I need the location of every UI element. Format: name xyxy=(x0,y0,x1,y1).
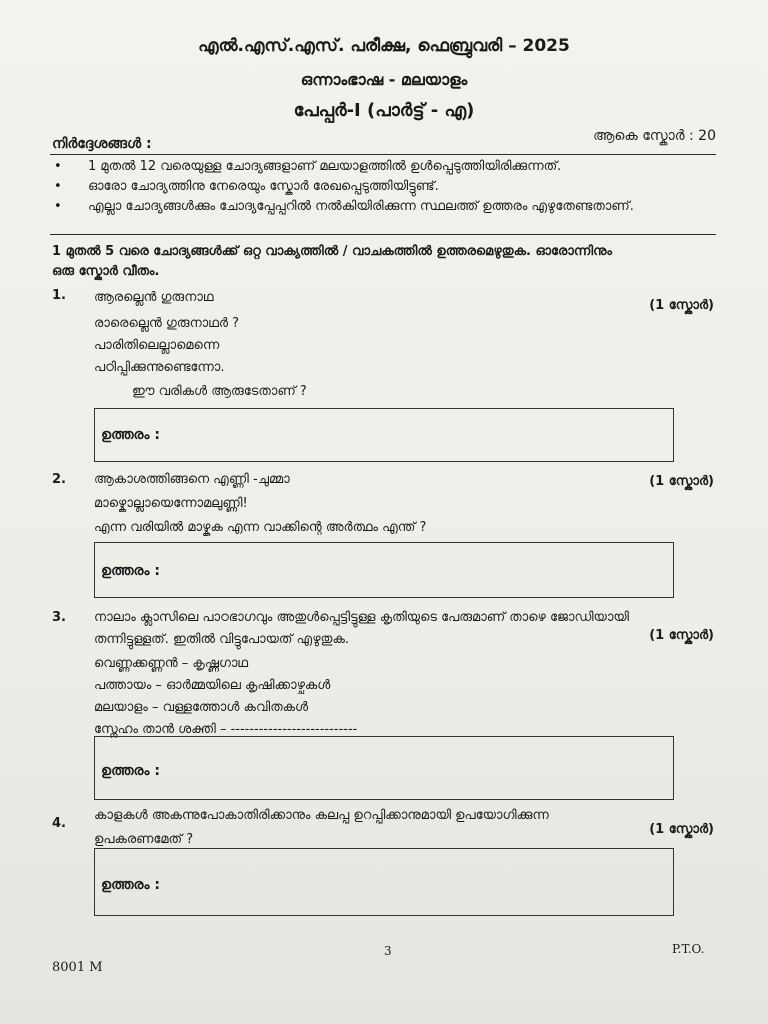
paper-title: പേപ്പർ-I (പാർട്ട് - എ) xyxy=(293,100,475,121)
page-number: 3 xyxy=(384,944,392,958)
answer-label: ഉത്തരം : xyxy=(101,427,160,443)
instructions-list xyxy=(50,157,716,217)
pto-note: P.T.O. xyxy=(672,942,705,956)
question-3: 3. (1 സ്കോർ) നാലാം ക്ലാസിലെ പാഠഭാഗവും അതുൾപ്പെട്ടിട്ടുള്ള കൃതിയുടെ പേരുമാണ് താഴെ ജോഡിയായി തന്നിട്ടുള്ളത്. ഇതിൽ വിട്ടുപോയത് എഴുതുക. വെണ്ണക്കണ്ണൻ – കൃഷ്ണഗാഥ പത്തായം – ഓർമ്മയിലെ കൃഷിക്കാഴ്ചകൾ മലയാളം – വള്ളത്തോൾ കവിതകൾ സ്നേഹം താൻ ശക്തി – --------------------------- xyxy=(52,610,714,737)
instructions-title: നിർദ്ദേശങ്ങൾ : xyxy=(52,136,152,152)
bullet-icon: • xyxy=(54,199,62,214)
question-number: 1. xyxy=(52,288,66,303)
bullet-icon: • xyxy=(54,159,62,174)
total-score: ആകെ സ്കോർ : 20 xyxy=(593,128,716,144)
subject-title: ഒന്നാംഭാഷ - മലയാളം xyxy=(300,70,468,89)
question-number: 3. xyxy=(52,610,66,625)
bullet-icon: • xyxy=(54,179,62,194)
question-score: (1 സ്കോർ) xyxy=(649,298,714,313)
paper-code: 8001 M xyxy=(52,960,103,975)
question-score: (1 സ്കോർ) xyxy=(649,628,714,643)
question-4: 4. (1 സ്കോർ) കാളകൾ അകന്നുപോകാതിരിക്കാനും കലപ്പ ഉറപ്പിക്കാനുമായി ഉപയോഗിക്കുന്ന ഉപകരണമേത് ? xyxy=(52,808,714,847)
exam-title: എൽ.എസ്.എസ്. പരീക്ഷ, ഫെബ്രുവരി – 2025 xyxy=(198,36,570,56)
question-score: (1 സ്കോർ) xyxy=(649,474,714,489)
answer-box[interactable] xyxy=(94,736,674,800)
answer-box[interactable] xyxy=(94,408,674,462)
instructions-top-rule xyxy=(50,154,716,155)
question-2: 2. (1 സ്കോർ) ആകാശത്തിങ്ങനെ എണ്ണി -ചുമ്മാ മാഴ്കൊല്ലായെന്നോമലുണ്ണി! എന്ന വരിയിൽ മാഴ്കുക എന്ന വാക്കിന്റെ അർത്ഥം എന്ത് ? xyxy=(52,472,714,535)
answer-label: ഉത്തരം : xyxy=(101,563,160,579)
answer-box[interactable] xyxy=(94,542,674,598)
answer-box[interactable] xyxy=(94,848,674,916)
instructions-bottom-rule xyxy=(50,234,716,235)
question-number: 2. xyxy=(52,472,66,487)
answer-label: ഉത്തരം : xyxy=(101,877,160,893)
instruction-item: • ഓരോ ചോദ്യത്തിനു നേരെയും സ്കോർ രേഖപ്പെടുത്തിയിട്ടുണ്ട്. xyxy=(50,177,716,197)
question-1: 1. (1 സ്കോർ) ആരല്ലെൻ ഗുരുനാഥ രാരെല്ലെൻ ഗുരുനാഥർ ? പാരിതിലെല്ലാമെന്നെ പഠിപ്പിക്കുന്നുണ്ടെന്നോ. ഈ വരികൾ ആരുടേതാണ് ? xyxy=(52,288,714,399)
instruction-item: • എല്ലാ ചോദ്യങ്ങൾക്കും ചോദ്യപ്പേപ്പറിൽ നൽകിയിരിക്കുന്ന സ്ഥലത്ത് ഉത്തരം എഴുതേണ്ടതാണ്. xyxy=(50,197,716,217)
question-text: ഈ വരികൾ ആരുടേതാണ് ? xyxy=(132,384,307,399)
question-number: 4. xyxy=(52,816,66,831)
instruction-item: • 1 മുതൽ 12 വരെയുള്ള ചോദ്യങ്ങളാണ് മലയാളത്തിൽ ഉൾപ്പെടുത്തിയിരിക്കുന്നത്. xyxy=(50,157,716,177)
answer-label: ഉത്തരം : xyxy=(101,763,160,779)
section-instruction: 1 മുതൽ 5 വരെ ചോദ്യങ്ങൾക്ക് ഒറ്റ വാക്യത്തിൽ / വാചകത്തിൽ ഉത്തരമെഴുതുക. ഓരോന്നിനും ഒരു സ്കോർ വീതം. xyxy=(52,244,612,279)
question-score: (1 സ്കോർ) xyxy=(649,822,714,837)
